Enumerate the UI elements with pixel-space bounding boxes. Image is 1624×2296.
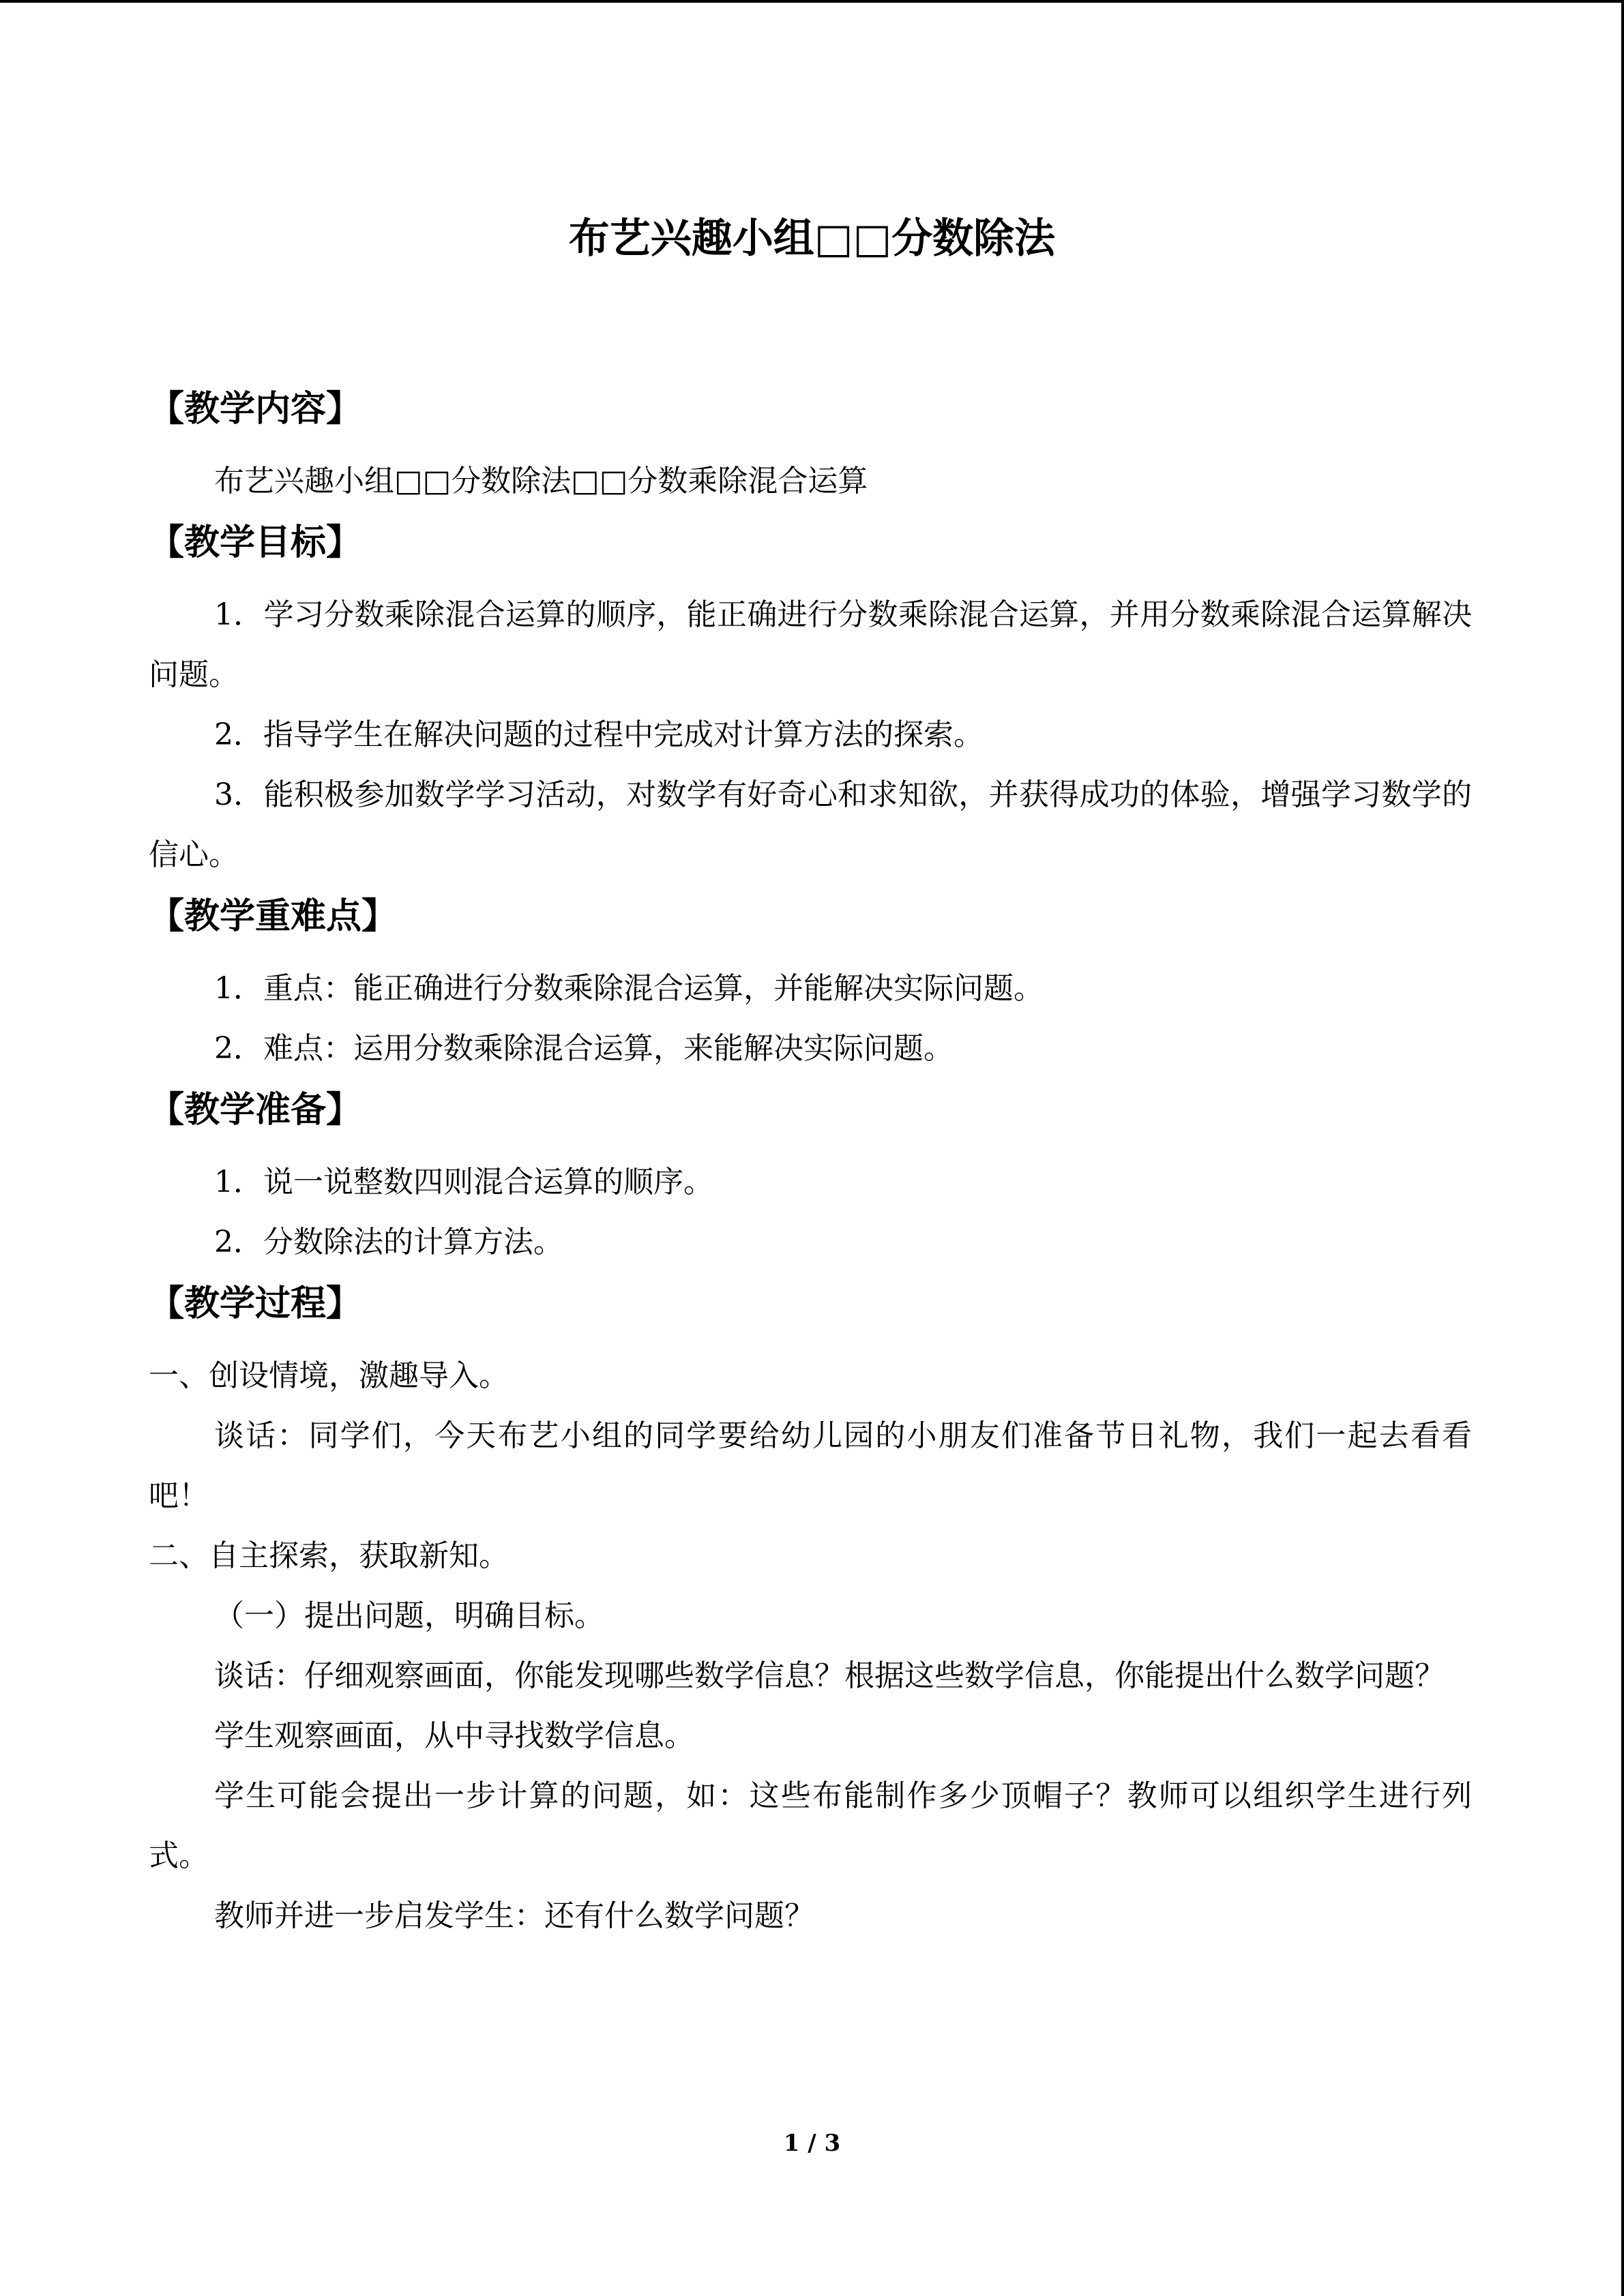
paragraph: （一）提出问题，明确目标。	[214, 1598, 604, 1633]
paragraph: 学生观察画面，从中寻找数学信息。	[214, 1718, 694, 1753]
paragraph: 2．难点：运用分数乘除混合运算，来能解决实际问题。	[214, 1031, 954, 1066]
section-heading-process: 【教学过程】	[149, 1283, 362, 1324]
paragraph: 2．指导学生在解决问题的过程中完成对计算方法的探索。	[214, 717, 984, 752]
paragraph: 学生可能会提出一步计算的问题，如：这些布能制作多少顶帽子？教师可以组织学生进行列式。	[149, 1778, 1472, 1873]
section-heading-key-points: 【教学重难点】	[149, 895, 398, 937]
paragraph: 教师并进一步启发学生：还有什么数学问题？	[214, 1898, 814, 1933]
paragraph: 谈话：同学们，今天布艺小组的同学要给幼儿园的小朋友们准备节日礼物，我们一起去看看吧！	[149, 1418, 1472, 1513]
paragraph: 2．分数除法的计算方法。	[214, 1225, 563, 1259]
paragraph: 3．能积极参加数学学习活动，对数学有好奇心和求知欲，并获得成功的体验，增强学习数学的信心。	[149, 777, 1472, 872]
paragraph: 谈话：仔细观察画面，你能发现哪些数学信息？根据这些数学信息，你能提出什么数学问题？	[214, 1658, 1445, 1693]
page-border-top	[0, 0, 1624, 3]
section-heading-preparation: 【教学准备】	[149, 1089, 362, 1131]
paragraph: 布艺兴趣小组□□分数除法□□分数乘除混合运算	[214, 464, 868, 498]
page-border-right	[1621, 0, 1624, 2296]
paragraph: 1．学习分数乘除混合运算的顺序，能正确进行分数乘除混合运算，并用分数乘除混合运算解决问题。	[149, 597, 1472, 692]
paragraph: 1．说一说整数四则混合运算的顺序。	[214, 1165, 713, 1199]
paragraph: 二、自主探索，获取新知。	[149, 1538, 509, 1573]
page-title: 布艺兴趣小组□□分数除法	[568, 215, 1056, 263]
paragraph: 一、创设情境，激趣导入。	[149, 1358, 509, 1393]
section-heading-goals: 【教学目标】	[149, 522, 362, 563]
section-heading-content: 【教学内容】	[149, 388, 362, 430]
document-body	[149, 382, 1472, 1946]
paragraph: 1．重点：能正确进行分数乘除混合运算，并能解决实际问题。	[214, 971, 1044, 1006]
page-number: 1 / 3	[783, 2130, 841, 2157]
